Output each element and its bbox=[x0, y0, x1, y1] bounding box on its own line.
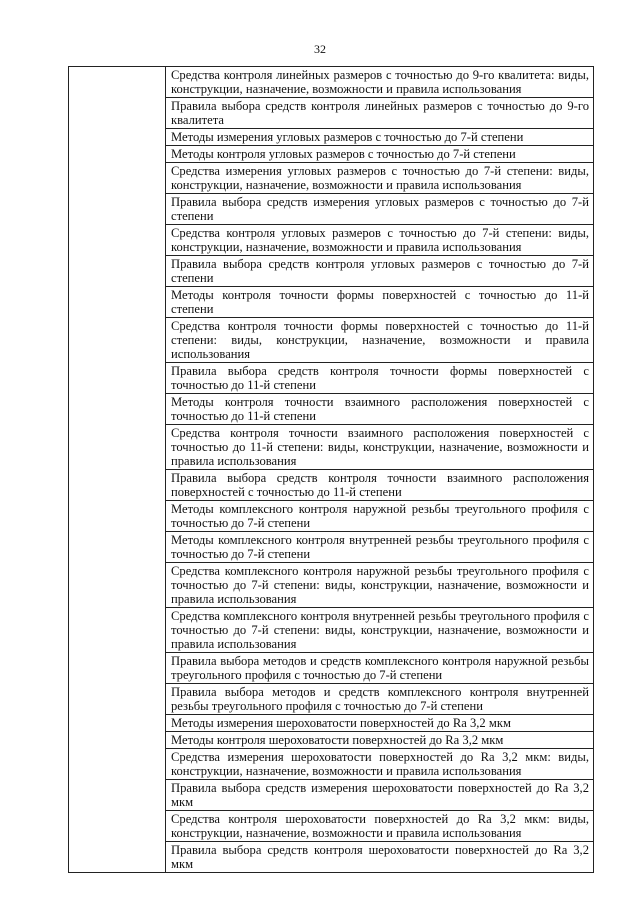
table-row: Методы измерения угловых размеров с точностью до 7-й степени bbox=[166, 129, 593, 146]
table-row: Правила выбора средств контроля линейных размеров с точностью до 9-го квалитета bbox=[166, 98, 593, 129]
table-body-row bbox=[69, 67, 594, 873]
table-row: Правила выбора методов и средств комплексного контроля наружной резьбы треугольного профиля с точностью до 7-й степени bbox=[166, 653, 593, 684]
table-row: Правила выбора средств контроля точности взаимного расположения поверхностей с точностью до 11-й степени bbox=[166, 470, 593, 501]
table-row: Средства контроля точности формы поверхностей с точностью до 11-й степени: виды, конструкции, назначение, возможности и правила использования bbox=[166, 318, 593, 363]
table-row: Методы комплексного контроля внутренней резьбы треугольного профиля с точностью до 7-й степени bbox=[166, 532, 593, 563]
table-row: Средства контроля шероховатости поверхностей до Ra 3,2 мкм: виды, конструкции, назначение, возможности и правила использования bbox=[166, 811, 593, 842]
table-row: Средства контроля точности взаимного расположения поверхностей с точностью до 11-й степени: виды, конструкции, назначение, возможности и правила использования bbox=[166, 425, 593, 470]
table-row: Методы комплексного контроля наружной резьбы треугольного профиля с точностью до 7-й степени bbox=[166, 501, 593, 532]
table-row: Правила выбора методов и средств комплексного контроля внутренней резьбы треугольного профиля с точностью до 7-й степени bbox=[166, 684, 593, 715]
table-row: Средства измерения угловых размеров с точностью до 7-й степени: виды, конструкции, назначение, возможности и правила использования bbox=[166, 163, 593, 194]
table-row: Правила выбора средств измерения угловых размеров с точностью до 7-й степени bbox=[166, 194, 593, 225]
table-row: Правила выбора средств контроля угловых размеров с точностью до 7-й степени bbox=[166, 256, 593, 287]
table-row: Средства контроля линейных размеров с точностью до 9-го квалитета: виды, конструкции, назначение, возможности и правила использования bbox=[166, 67, 593, 98]
table-row: Средства контроля угловых размеров с точностью до 7-й степени: виды, конструкции, назначение, возможности и правила использования bbox=[166, 225, 593, 256]
table-row: Методы контроля шероховатости поверхностей до Ra 3,2 мкм bbox=[166, 732, 593, 749]
table-row: Методы контроля угловых размеров с точностью до 7-й степени bbox=[166, 146, 593, 163]
table-row: Правила выбора средств контроля точности формы поверхностей с точностью до 11-й степени bbox=[166, 363, 593, 394]
table-row: Правила выбора средств контроля шероховатости поверхностей до Ra 3,2 мкм bbox=[171, 843, 589, 871]
empty-left-column bbox=[69, 67, 166, 873]
table-row: Методы измерения шероховатости поверхностей до Ra 3,2 мкм bbox=[166, 715, 593, 732]
requirements-table bbox=[68, 66, 594, 873]
knowledge-items-column bbox=[166, 67, 594, 873]
table-row: Средства измерения шероховатости поверхностей до Ra 3,2 мкм: виды, конструкции, назначение, возможности и правила использования bbox=[166, 749, 593, 780]
table-row: Методы контроля точности взаимного расположения поверхностей с точностью до 11-й степени bbox=[166, 394, 593, 425]
table-row: Средства комплексного контроля внутренней резьбы треугольного профиля с точностью до 7-й степени: виды, конструкции, назначение, возможности и правила использования bbox=[166, 608, 593, 653]
table-row: Методы контроля точности формы поверхностей с точностью до 11-й степени bbox=[166, 287, 593, 318]
table-row: Правила выбора средств измерения шероховатости поверхностей до Ra 3,2 мкм bbox=[166, 780, 593, 811]
page-number: 32 bbox=[314, 42, 326, 56]
table-row: Средства комплексного контроля наружной резьбы треугольного профиля с точностью до 7-й степени: виды, конструкции, назначение, возможности и правила использования bbox=[166, 563, 593, 608]
